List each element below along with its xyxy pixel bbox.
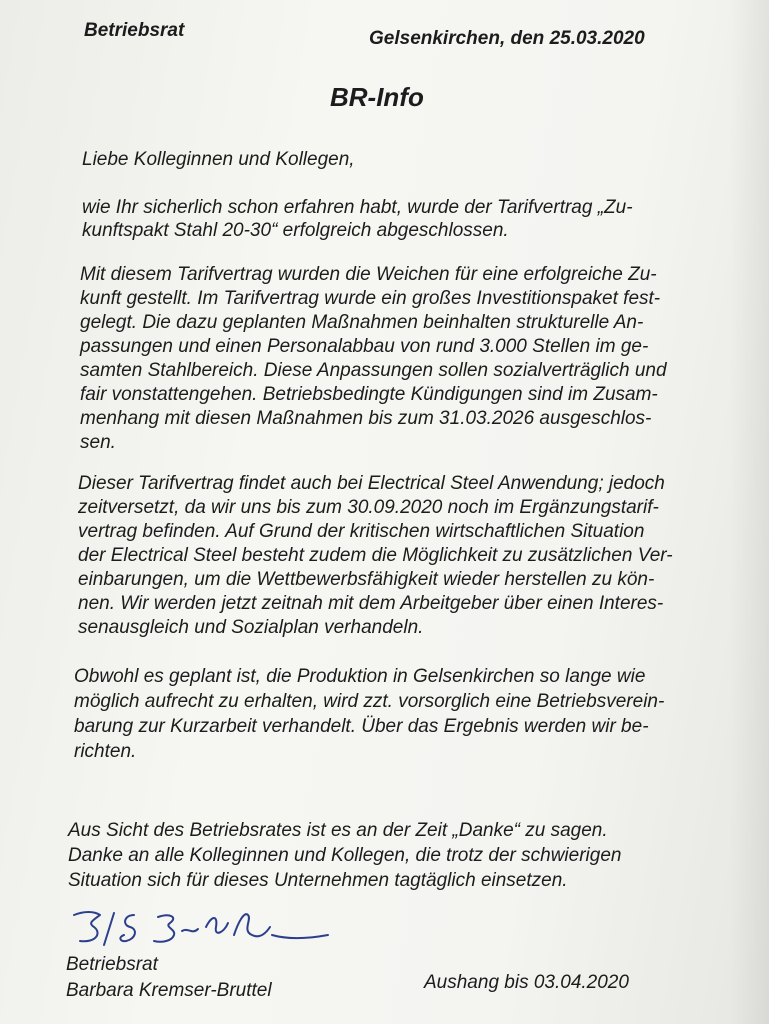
posting-note: Aushang bis 03.04.2020 [424, 972, 629, 993]
paragraph-line: samten Stahlbereich. Diese Anpassungen sollen sozialverträglich und [80, 360, 667, 381]
paragraph-line: nen. Wir werden jetzt zeitnah mit dem Arbeitgeber über einen Interes- [78, 593, 664, 614]
paragraph-line: Obwohl es geplant ist, die Produktion in Gelsenkirchen so lange wie [74, 666, 646, 687]
signature-name: Barbara Kremser-Bruttel [66, 980, 272, 1001]
paragraph-line: Mit diesem Tarifvertrag wurden die Weichen für eine erfolgreiche Zu- [80, 264, 657, 285]
place-date: Gelsenkirchen, den 25.03.2020 [369, 28, 645, 49]
paragraph-line: senausgleich und Sozialplan verhandeln. [78, 617, 424, 638]
paragraph-line: barung zur Kurzarbeit verhandelt. Über das Ergebnis werden wir be- [74, 716, 649, 737]
page-title: BR-Info [330, 82, 424, 112]
paragraph-line: kunftspakt Stahl 20-30“ erfolgreich abgeschlossen. [82, 220, 509, 241]
paragraph-line: vertrag befinden. Auf Grund der kritischen wirtschaftlichen Situation [78, 521, 645, 542]
paragraph-line: sen. [80, 432, 116, 453]
page-edge-shadow [729, 0, 769, 1024]
paragraph-line: Danke an alle Kolleginnen und Kollegen, die trotz der schwierigen [68, 845, 622, 866]
paragraph-line: wie Ihr sicherlich schon erfahren habt, wurde der Tarifvertrag „Zu- [82, 197, 633, 218]
paragraph-line: fair vonstattengehen. Betriebsbedingte Kündigungen sind im Zusam- [80, 384, 658, 405]
paragraph-line: der Electrical Steel besteht zudem die Möglichkeit zu zusätzlichen Ver- [78, 545, 673, 566]
paragraph-line: passungen und einen Personalabbau von rund 3.000 Stellen im ge- [80, 336, 649, 357]
paragraph-line: menhang mit diesen Maßnahmen bis zum 31.03.2026 ausgeschlos- [80, 408, 652, 429]
paragraph-line: kunft gestellt. Im Tarifvertrag wurde ein großes Investitionspaket fest- [80, 288, 661, 309]
greeting: Liebe Kolleginnen und Kollegen, [82, 149, 355, 170]
sender-label: Betriebsrat [84, 20, 185, 41]
handwritten-signature [66, 905, 336, 955]
paragraph-line: richten. [74, 741, 137, 762]
paragraph-line: Situation sich für dieses Unternehmen tagtäglich einsetzen. [68, 870, 568, 891]
paragraph-line: Aus Sicht des Betriebsrates ist es an der Zeit „Danke“ zu sagen. [68, 820, 608, 841]
signature-role: Betriebsrat [66, 954, 158, 975]
paragraph-line: gelegt. Die dazu geplanten Maßnahmen beinhalten strukturelle An- [80, 312, 644, 333]
paragraph-line: einbarungen, um die Wettbewerbsfähigkeit wieder herstellen zu kön- [78, 569, 655, 590]
paragraph-line: möglich aufrecht zu erhalten, wird zzt. vorsorglich eine Betriebsverein- [74, 691, 665, 712]
paragraph-line: zeitversetzt, da wir uns bis zum 30.09.2020 noch im Ergänzungstarif- [78, 497, 659, 518]
paragraph-line: Dieser Tarifvertrag findet auch bei Electrical Steel Anwendung; jedoch [78, 473, 665, 494]
